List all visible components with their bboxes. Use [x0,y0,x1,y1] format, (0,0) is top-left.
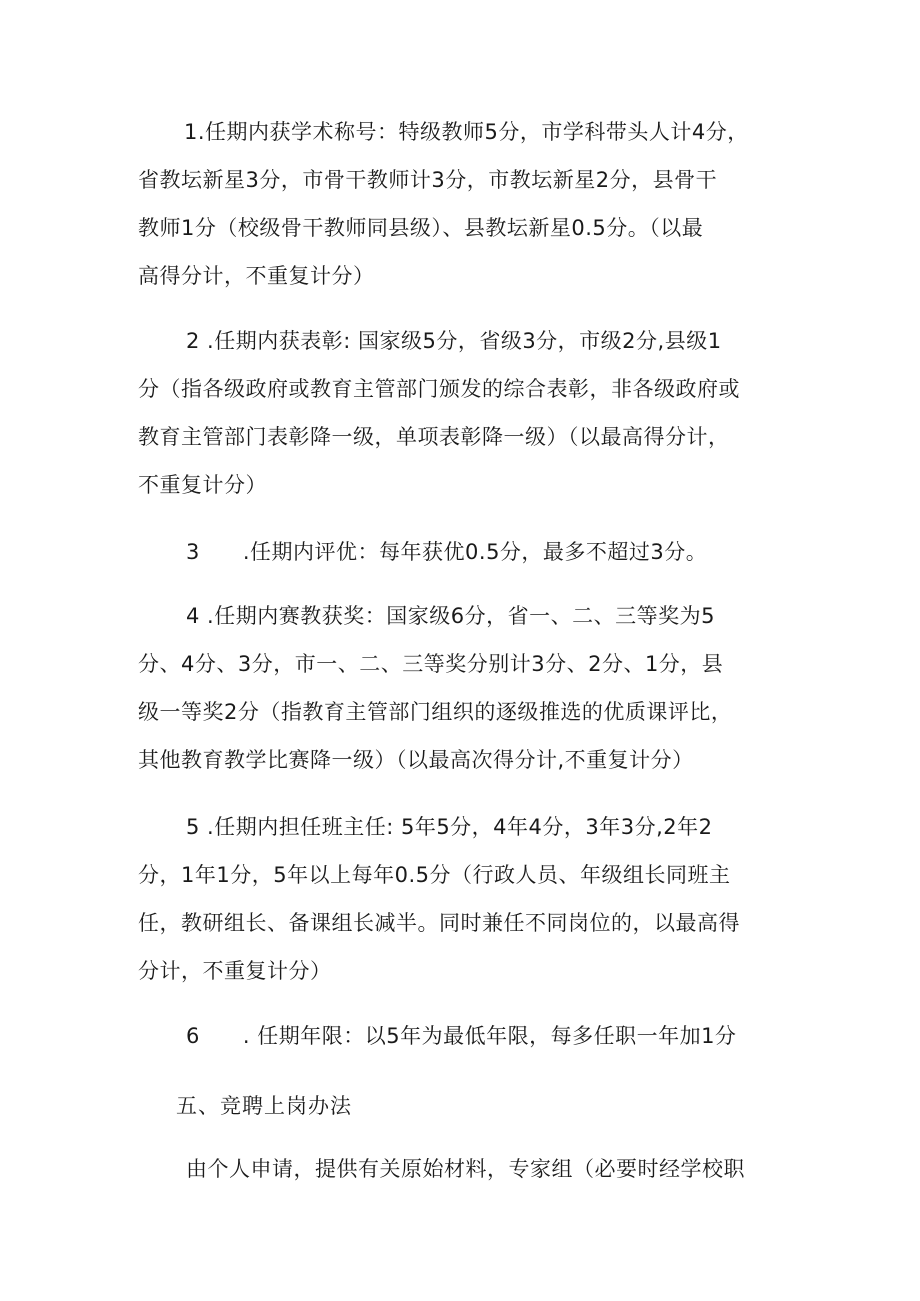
paragraph-teaching-competition [138,592,790,784]
paragraph-application [138,1145,790,1193]
paragraph-line: 分（指各级政府或教育主管部门颁发的综合表彰，非各级政府或 [138,377,740,401]
paragraph-line: 高得分计，不重复计分） [138,264,375,288]
paragraph-line: 任，教研组长、备课组长减半。同时兼任不同岗位的，以最高得 [138,911,740,935]
paragraph-line: 教育主管部门表彰降一级，单项表彰降一级）（以最高得分计， [138,425,730,449]
paragraph-line: 不重复计分） [138,473,267,497]
paragraph-line: 3 .任期内评优：每年获优0.5分，最多不超过3分。 [186,540,708,564]
paragraph-line: 其他教育教学比赛降一级）（以最高次得分计,不重复计分） [138,748,694,772]
paragraph-line: 省教坛新星3分，市骨干教师计3分，市教坛新星2分，县骨干 [138,168,718,192]
paragraph-line: 由个人申请，提供有关原始材料，专家组（必要时经学校职 [186,1157,745,1181]
paragraph-line: 5 .任期内担任班主任: 5年5分，4年4分，3年3分,2年2 [186,815,713,839]
paragraph-line: 4 .任期内赛教获奖：国家级6分，省一、二、三等奖为5 [186,604,715,628]
paragraph-line: 1.任期内获学术称号：特级教师5分，市学科带头人计4分， [184,120,749,144]
paragraph-academic-title [138,108,790,300]
paragraph-line: 2 .任期内获表彰: 国家级5分，省级3分，市级2分,县级1 [186,329,722,353]
paragraph-line: 分，1年1分，5年以上每年0.5分（行政人员、年级组长同班主 [138,863,731,887]
paragraph-line: 级一等奖2分（指教育主管部门组织的逐级推选的优质课评比， [138,700,733,724]
section-heading: 五、竞聘上岗办法 [176,1094,352,1118]
paragraph-commendation [138,317,790,509]
paragraph-term-length [138,1012,790,1060]
paragraph-evaluation [138,528,790,576]
paragraph-line: 分计，不重复计分） [138,959,332,983]
paragraph-class-teacher [138,803,790,995]
paragraph-line: 分、4分、3分，市一、二、三等奖分别计3分、2分、1分，县 [138,652,724,676]
paragraph-line: 教师1分（校级骨干教师同县级）、县教坛新星0.5分。（以最 [138,216,704,240]
paragraph-line: 6 . 任期年限：以5年为最低年限，每多任职一年加1分 [186,1024,737,1048]
